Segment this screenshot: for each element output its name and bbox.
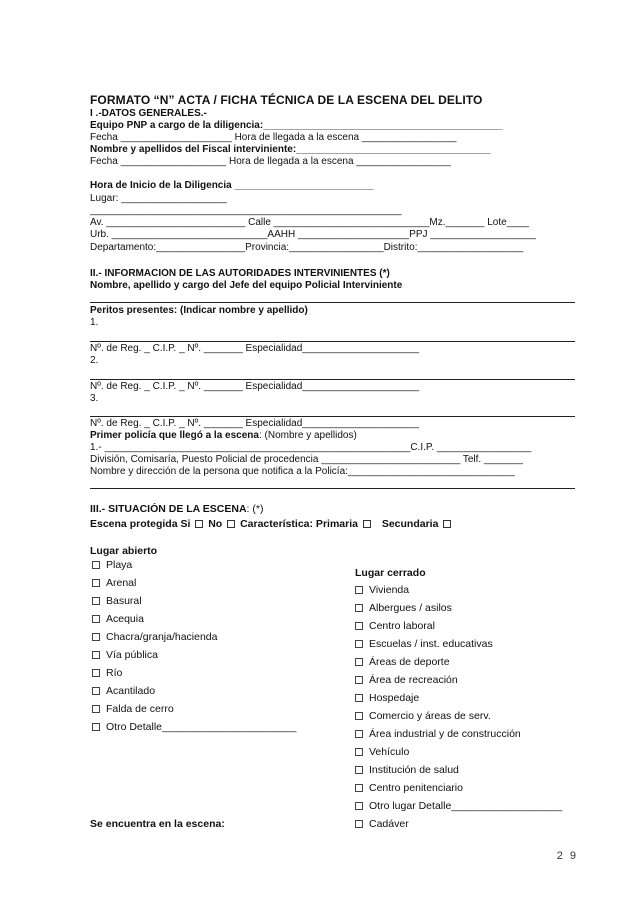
lugar-cerrado-list bbox=[355, 581, 562, 833]
lugar-abierto-item[interactable] bbox=[92, 610, 296, 628]
lugar-cerrado-item[interactable] bbox=[355, 779, 562, 797]
checkbox-icon[interactable] bbox=[355, 712, 363, 720]
checkbox-icon[interactable] bbox=[92, 633, 100, 641]
fecha-hora-llegada-2: Fecha ___________________ Hora de llegada a la escena _________________ bbox=[90, 156, 451, 167]
lugar-cerrado-item-label: Vehículo bbox=[369, 746, 410, 758]
checkbox-icon[interactable] bbox=[92, 669, 100, 677]
lugar-abierto-item[interactable] bbox=[92, 682, 296, 700]
lugar-cerrado-item[interactable] bbox=[355, 689, 562, 707]
checkbox-icon[interactable] bbox=[355, 748, 363, 756]
perito-2-rule bbox=[90, 379, 575, 380]
secundaria-checkbox[interactable] bbox=[443, 520, 451, 528]
lugar-abierto-item-label: Falda de cerro bbox=[106, 703, 174, 715]
lugar-cerrado-item-label: Áreas de deporte bbox=[369, 656, 450, 668]
blank-line: ________________________________________________________ bbox=[90, 205, 402, 216]
checkbox-icon[interactable] bbox=[355, 766, 363, 774]
lugar-abierto-item[interactable] bbox=[92, 592, 296, 610]
lugar-abierto-item[interactable] bbox=[92, 718, 296, 736]
lugar-cerrado-item[interactable] bbox=[355, 743, 562, 761]
lugar-cerrado-item[interactable] bbox=[355, 707, 562, 725]
perito-3-reg-line: Nº. de Reg. _ C.I.P. _ Nº. _______ Especialidad_____________________ bbox=[90, 418, 420, 429]
lugar-abierto-item-label: Playa bbox=[106, 559, 133, 571]
checkbox-icon[interactable] bbox=[355, 784, 363, 792]
checkbox-icon[interactable] bbox=[92, 597, 100, 605]
perito-2-number: 2. bbox=[90, 355, 99, 366]
lugar-abierto-item[interactable] bbox=[92, 700, 296, 718]
notifica-blank-rule bbox=[90, 488, 575, 489]
checkbox-icon[interactable] bbox=[355, 676, 363, 684]
lugar-cerrado-item-label: Centro penitenciario bbox=[369, 782, 463, 794]
perito-3-number: 3. bbox=[90, 393, 99, 404]
lugar-abierto-item-label: Acequia bbox=[106, 613, 144, 625]
primaria-checkbox[interactable] bbox=[363, 520, 371, 528]
escena-protegida-row bbox=[90, 518, 575, 530]
lugar-abierto-item[interactable] bbox=[92, 574, 296, 592]
checkbox-icon[interactable] bbox=[355, 586, 363, 594]
se-encuentra-label: Se encuentra en la escena: bbox=[90, 818, 225, 830]
checkbox-icon[interactable] bbox=[92, 723, 100, 731]
checkbox-icon[interactable] bbox=[355, 820, 363, 828]
departamento-field: Departamento:________________Provincia:_________________Distrito:___________________ bbox=[90, 242, 524, 253]
primer-policia-line: 1.- _______________________________________________________C.I.P. _________________ bbox=[90, 442, 532, 453]
checkbox-icon[interactable] bbox=[355, 640, 363, 648]
lugar-cerrado-item[interactable] bbox=[355, 581, 562, 599]
section3-heading-rest: : (*) bbox=[246, 503, 264, 515]
avenida-calle-field: Av. _________________________ Calle ____________________________Mz._______ Lote____ bbox=[90, 217, 529, 228]
fiscal-field: Nombre y apellidos del Fiscal interviniente:___________________________________ bbox=[90, 144, 491, 155]
section3-heading bbox=[90, 503, 575, 515]
no-label: No bbox=[208, 518, 223, 530]
checkbox-icon[interactable] bbox=[355, 622, 363, 630]
document-title: FORMATO “N” ACTA / FICHA TÉCNICA DE LA ESCENA DEL DELITO bbox=[90, 93, 483, 107]
primer-policia-bold: Primer policía que llegó a la escena bbox=[90, 430, 259, 441]
lugar-abierto-item-label: Acantilado bbox=[106, 685, 156, 697]
lugar-cerrado-item[interactable] bbox=[355, 617, 562, 635]
section2-heading: II.- INFORMACIÓN DE LAS AUTORIDADES INTERVINIENTES (*) bbox=[90, 268, 390, 279]
perito-3-rule bbox=[90, 416, 575, 417]
checkbox-icon[interactable] bbox=[355, 802, 363, 810]
jefe-equipo-label: Nombre, apellido y cargo del Jefe del equipo Policial Interviniente bbox=[90, 280, 403, 291]
perito-1-number: 1. bbox=[90, 317, 99, 328]
caracteristica-label: Característica: Primaria bbox=[240, 518, 358, 530]
no-checkbox[interactable] bbox=[227, 520, 235, 528]
lugar-field: Lugar: ___________________ bbox=[90, 193, 227, 204]
lugar-cerrado-item[interactable] bbox=[355, 797, 562, 815]
escena-protegida-label: Escena protegida Si bbox=[90, 518, 191, 530]
page-number: 2 9 bbox=[556, 850, 578, 862]
lugar-cerrado-item[interactable] bbox=[355, 761, 562, 779]
lugar-cerrado-heading: Lugar cerrado bbox=[355, 567, 426, 579]
primer-policia-label bbox=[90, 430, 575, 442]
checkbox-icon[interactable] bbox=[355, 694, 363, 702]
checkbox-icon[interactable] bbox=[355, 730, 363, 738]
lugar-cerrado-item-label: Hospedaje bbox=[369, 692, 420, 704]
primer-policia-rest: : (Nombre y apellidos) bbox=[258, 430, 357, 441]
lugar-cerrado-item-label: Cadáver bbox=[369, 818, 409, 830]
lugar-abierto-item[interactable] bbox=[92, 556, 296, 574]
division-line: División, Comisaría, Puesto Policial de procedencia _________________________ Telf. _______ bbox=[90, 454, 523, 465]
lugar-cerrado-item-label: Centro laboral bbox=[369, 620, 435, 632]
section3-heading-bold: III.- SITUACIÓN DE LA ESCENA bbox=[90, 503, 247, 515]
lugar-cerrado-item[interactable] bbox=[355, 725, 562, 743]
checkbox-icon[interactable] bbox=[355, 658, 363, 666]
lugar-cerrado-item[interactable] bbox=[355, 671, 562, 689]
checkbox-icon[interactable] bbox=[92, 615, 100, 623]
checkbox-icon[interactable] bbox=[92, 651, 100, 659]
lugar-cerrado-item-label: Vivienda bbox=[369, 584, 410, 596]
lugar-abierto-item-label: Basural bbox=[106, 595, 142, 607]
checkbox-icon[interactable] bbox=[92, 579, 100, 587]
lugar-cerrado-item-label: Área industrial y de construcción bbox=[369, 728, 521, 740]
lugar-abierto-item-label: Chacra/granja/hacienda bbox=[106, 631, 218, 643]
lugar-cerrado-item-label: Escuelas / inst. educativas bbox=[369, 638, 493, 650]
perito-2-reg-line: Nº. de Reg. _ C.I.P. _ Nº. _______ Especialidad_____________________ bbox=[90, 381, 420, 392]
lugar-cerrado-item-label: Institución de salud bbox=[369, 764, 459, 776]
peritos-label: Peritos presentes: (Indicar nombre y apellido) bbox=[90, 305, 308, 316]
section1-heading: I .-DATOS GENERALES.- bbox=[90, 108, 207, 119]
equipo-pnp-field: Equipo PNP a cargo de la diligencia:___________________________________________ bbox=[90, 120, 503, 131]
lugar-cerrado-item-label: Otro lugar Detalle___________________ bbox=[369, 800, 563, 812]
checkbox-icon[interactable] bbox=[355, 604, 363, 612]
lugar-abierto-item[interactable] bbox=[92, 646, 296, 664]
jefe-blank-rule bbox=[90, 302, 575, 303]
lugar-cerrado-item[interactable] bbox=[355, 815, 562, 833]
lugar-cerrado-item-label: Área de recreación bbox=[369, 674, 458, 686]
notifica-line: Nombre y dirección de la persona que notifica a la Policía:______________________________ bbox=[90, 466, 515, 477]
lugar-abierto-item[interactable] bbox=[92, 628, 296, 646]
lugar-abierto-item-label: Río bbox=[106, 667, 123, 679]
lugar-abierto-item-label: Vía pública bbox=[106, 649, 158, 661]
lugar-cerrado-item[interactable] bbox=[355, 653, 562, 671]
lugar-abierto-item-label: Arenal bbox=[106, 577, 137, 589]
checkbox-icon[interactable] bbox=[92, 687, 100, 695]
perito-1-reg-line: Nº. de Reg. _ C.I.P. _ Nº. _______ Especialidad_____________________ bbox=[90, 343, 420, 354]
urbanizacion-field: Urb. ____________________________AAHH ____________________PPJ ___________________ bbox=[90, 229, 536, 240]
lugar-abierto-item[interactable] bbox=[92, 664, 296, 682]
checkbox-icon[interactable] bbox=[92, 705, 100, 713]
lugar-cerrado-item-label: Albergues / asilos bbox=[369, 602, 452, 614]
si-checkbox[interactable] bbox=[195, 520, 203, 528]
lugar-abierto-heading: Lugar abierto bbox=[90, 545, 158, 557]
checkbox-icon[interactable] bbox=[92, 561, 100, 569]
lugar-cerrado-item[interactable] bbox=[355, 599, 562, 617]
fecha-hora-llegada-1: Fecha ____________________ Hora de llegada a la escena _________________ bbox=[90, 132, 457, 143]
hora-inicio-field: Hora de Inicio de la Diligencia _________________________ bbox=[90, 180, 374, 191]
lugar-abierto-list bbox=[92, 556, 296, 736]
lugar-cerrado-item[interactable] bbox=[355, 635, 562, 653]
lugar-cerrado-item-label: Comercio y áreas de serv. bbox=[369, 710, 491, 722]
lugar-abierto-item-label: Otro Detalle_______________________ bbox=[106, 721, 297, 733]
perito-1-rule bbox=[90, 341, 575, 342]
secundaria-label: Secundaria bbox=[381, 518, 439, 530]
